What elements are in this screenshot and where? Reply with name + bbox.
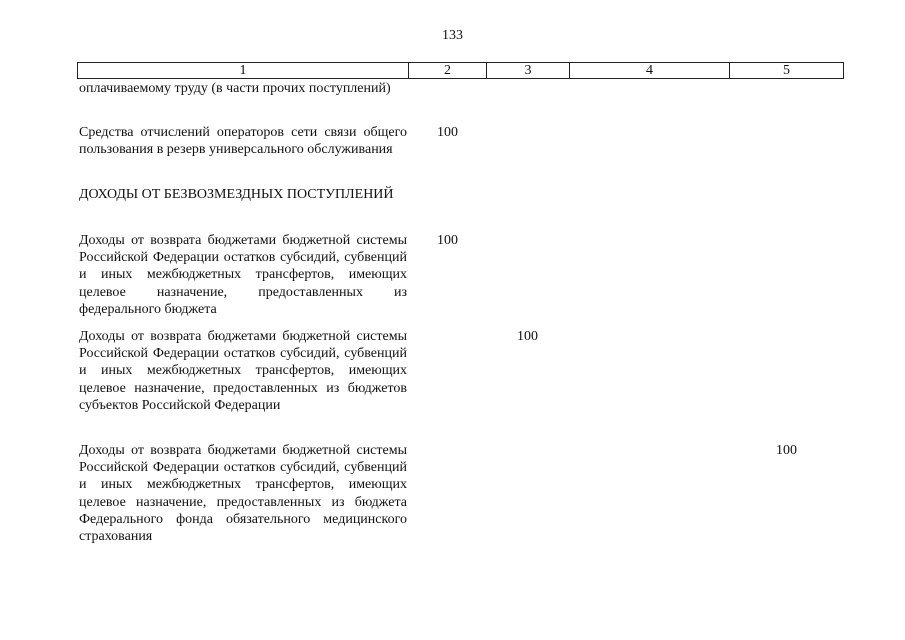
row-value-col-5: 100 <box>776 443 797 458</box>
header-col-5: 5 <box>729 63 843 78</box>
header-col-1: 1 <box>239 63 247 78</box>
row-description: Доходы от возврата бюджетами бюджетной системы Российской Федерации остатков субсидий, субвенций и иных межбюджетных трансфертов, имеющих целевое назначение, предоставленных из федерального бюджета <box>79 233 407 317</box>
row-description: Средства отчислений операторов сети связи общего пользования в резерв универсального обслуживания <box>79 125 407 158</box>
row-description: ДОХОДЫ ОТ БЕЗВОЗМЕЗДНЫХ ПОСТУПЛЕНИЙ <box>79 187 394 202</box>
row-value-col-2: 100 <box>437 233 458 248</box>
row-description: Доходы от возврата бюджетами бюджетной системы Российской Федерации остатков субсидий, субвенций и иных межбюджетных трансфертов, имеющих целевое назначение, предоставленных из бюджетов субъектов Российской Федерации <box>79 329 407 413</box>
row-value-col-3: 100 <box>517 329 538 344</box>
page-number: 133 <box>442 28 463 43</box>
header-col-3: 3 <box>486 63 569 78</box>
header-col-4: 4 <box>569 63 729 78</box>
table-header-row <box>77 62 844 79</box>
header-col-2: 2 <box>408 63 486 78</box>
row-description: Доходы от возврата бюджетами бюджетной системы Российской Федерации остатков субсидий, субвенций и иных межбюджетных трансфертов, имеющих целевое назначение, предоставленных из бюджета Федерального фонда обязательного медицинского страхования <box>79 443 407 545</box>
row-value-col-2: 100 <box>437 125 458 140</box>
row-description: оплачиваемому труду (в части прочих поступлений) <box>79 81 391 96</box>
